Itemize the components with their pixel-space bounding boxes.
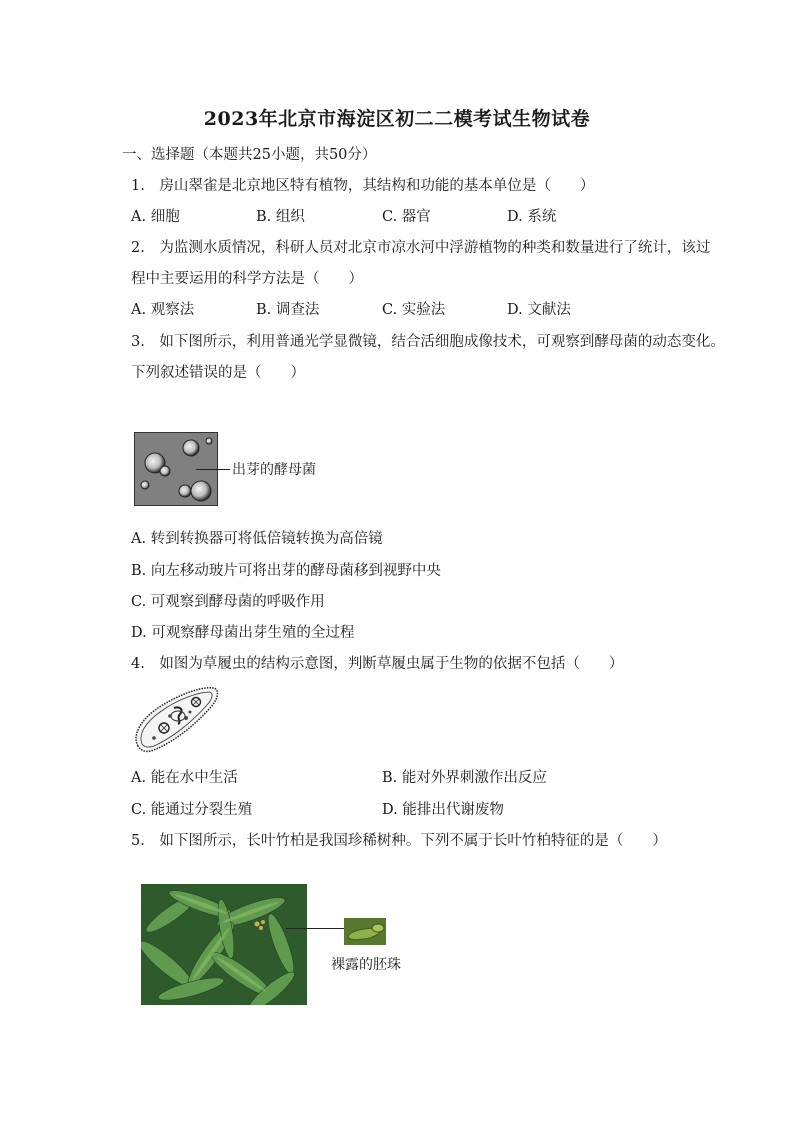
question-5-stem: 5. 如下图所示，长叶竹柏是我国珍稀树种。下列不属于长叶竹柏特征的是（ ） bbox=[131, 833, 667, 849]
paramecium-drawing bbox=[130, 684, 220, 756]
ovule-inset-photo bbox=[344, 918, 386, 945]
q1-option-b: B. 组织 bbox=[256, 209, 305, 225]
podocarpus-photo-drawing bbox=[141, 884, 307, 1005]
podocarpus-photo bbox=[141, 884, 307, 1005]
q3-option-c: C. 可观察到酵母菌的呼吸作用 bbox=[131, 594, 325, 610]
q4-option-b: B. 能对外界刺激作出反应 bbox=[382, 770, 547, 786]
ovule-leader-line bbox=[286, 928, 344, 929]
question-3-stem-line-2: 下列叙述错误的是（ ） bbox=[131, 365, 305, 381]
question-2-stem-line-1: 2. 为监测水质情况，科研人员对北京市凉水河中浮游植物的种类和数量进行了统计，该过 bbox=[131, 240, 711, 256]
q4-option-c: C. 能通过分裂生殖 bbox=[131, 802, 253, 818]
question-1-stem: 1. 房山翠雀是北京地区特有植物，其结构和功能的基本单位是（ ） bbox=[131, 178, 595, 194]
question-2-stem-line-2: 程中主要运用的科学方法是（ ） bbox=[131, 271, 363, 287]
question-3-stem-line-1: 3. 如下图所示，利用普通光学显微镜，结合活细胞成像技术，可观察到酵母菌的动态变化。 bbox=[131, 334, 725, 350]
yeast-figure-label: 出芽的酵母菌 bbox=[232, 462, 316, 478]
q3-option-d: D. 可观察酵母菌出芽生殖的全过程 bbox=[131, 625, 355, 641]
yeast-leader-line bbox=[196, 469, 230, 470]
ovule-figure-label: 裸露的胚珠 bbox=[331, 957, 401, 973]
page-title: 2023年北京市海淀区初二二模考试生物试卷 bbox=[203, 108, 591, 130]
q3-option-a: A. 转到转换器可将低倍镜转换为高倍镜 bbox=[131, 531, 383, 547]
q2-option-a: A. 观察法 bbox=[131, 302, 195, 318]
section-heading: 一、选择题（本题共25小题，共50分） bbox=[122, 147, 377, 163]
q4-option-d: D. 能排出代谢废物 bbox=[382, 802, 504, 818]
q3-option-b: B. 向左移动玻片可将出芽的酵母菌移到视野中央 bbox=[131, 563, 441, 579]
q1-option-c: C. 器官 bbox=[382, 209, 431, 225]
paramecium-diagram bbox=[130, 684, 220, 756]
q4-option-a: A. 能在水中生活 bbox=[131, 770, 238, 786]
q1-option-a: A. 细胞 bbox=[131, 209, 180, 225]
question-4-stem: 4. 如图为草履虫的结构示意图，判断草履虫属于生物的依据不包括（ ） bbox=[131, 656, 624, 672]
q2-option-b: B. 调查法 bbox=[256, 302, 320, 318]
q1-option-d: D. 系统 bbox=[507, 209, 557, 225]
q2-option-c: C. 实验法 bbox=[382, 302, 446, 318]
q2-option-d: D. 文献法 bbox=[507, 302, 571, 318]
ovule-inset-drawing bbox=[344, 918, 386, 945]
